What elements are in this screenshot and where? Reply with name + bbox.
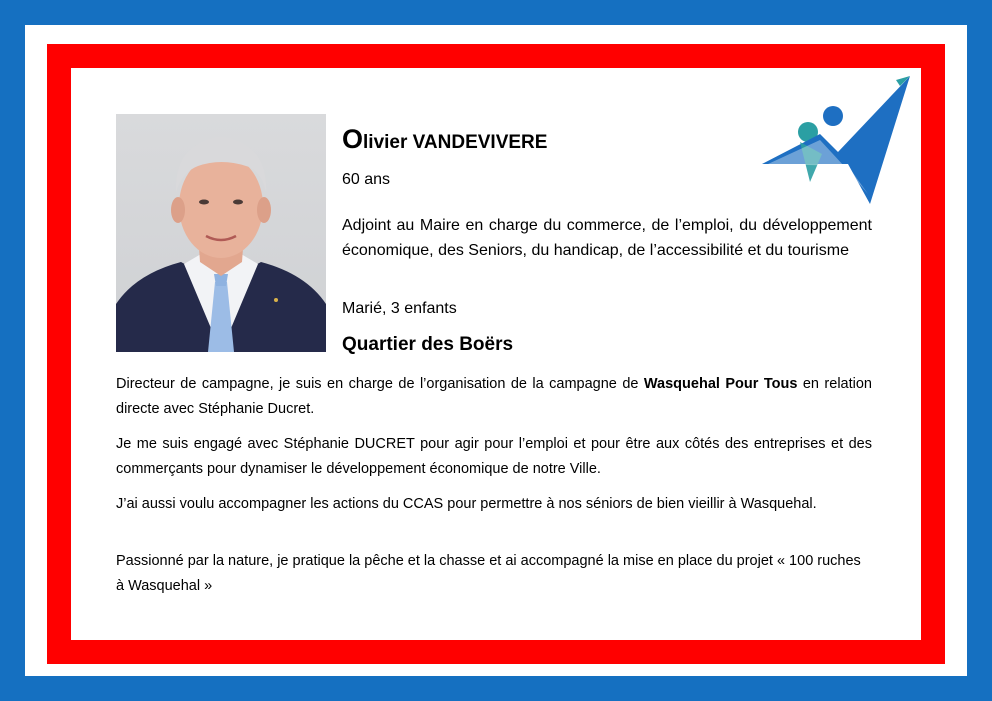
bio-p1-end: en relation directe avec Stéphanie Ducret.	[116, 376, 872, 417]
bio-paragraph-2: Je me suis engagé avec Stéphanie DUCRET pour agir pour l’emploi et pour être aux côtés des entreprises et des commerçants pour dynamiser le développement économique de notre Ville.	[116, 436, 872, 477]
portrait-photo	[116, 114, 326, 352]
name-rest: livier VANDEVIVERE	[363, 132, 548, 153]
logo-graphic	[760, 72, 915, 207]
bio-p1-start: Directeur de campagne, je suis en charge de l’organisation de la campagne de	[116, 376, 644, 392]
bio-paragraph-1	[116, 372, 872, 422]
candidate-name	[342, 124, 547, 155]
bio-paragraph-3: J’ai aussi voulu accompagner les actions du CCAS pour permettre à nos séniors de bien vieillir à Wasquehal.	[116, 496, 817, 512]
campaign-name: Wasquehal Pour Tous	[643, 376, 798, 392]
family-status: Marié, 3 enfants	[342, 300, 457, 317]
bio-paragraph-4: Passionné par la nature, je pratique la pêche et la chasse et ai accompagné la mise en place du projet « 100 ruches à Wasquehal »	[116, 553, 861, 594]
portrait-illustration	[116, 114, 326, 352]
candidate-role: Adjoint au Maire en charge du commerce, de l’emploi, du développement économique, des Seniors, du handicap, de l’accessibilité et du tourisme	[342, 217, 872, 259]
party-logo	[760, 72, 915, 207]
name-initial: O	[342, 124, 364, 154]
district-heading: Quartier des Boërs	[342, 334, 514, 355]
candidate-age: 60 ans	[342, 171, 391, 188]
